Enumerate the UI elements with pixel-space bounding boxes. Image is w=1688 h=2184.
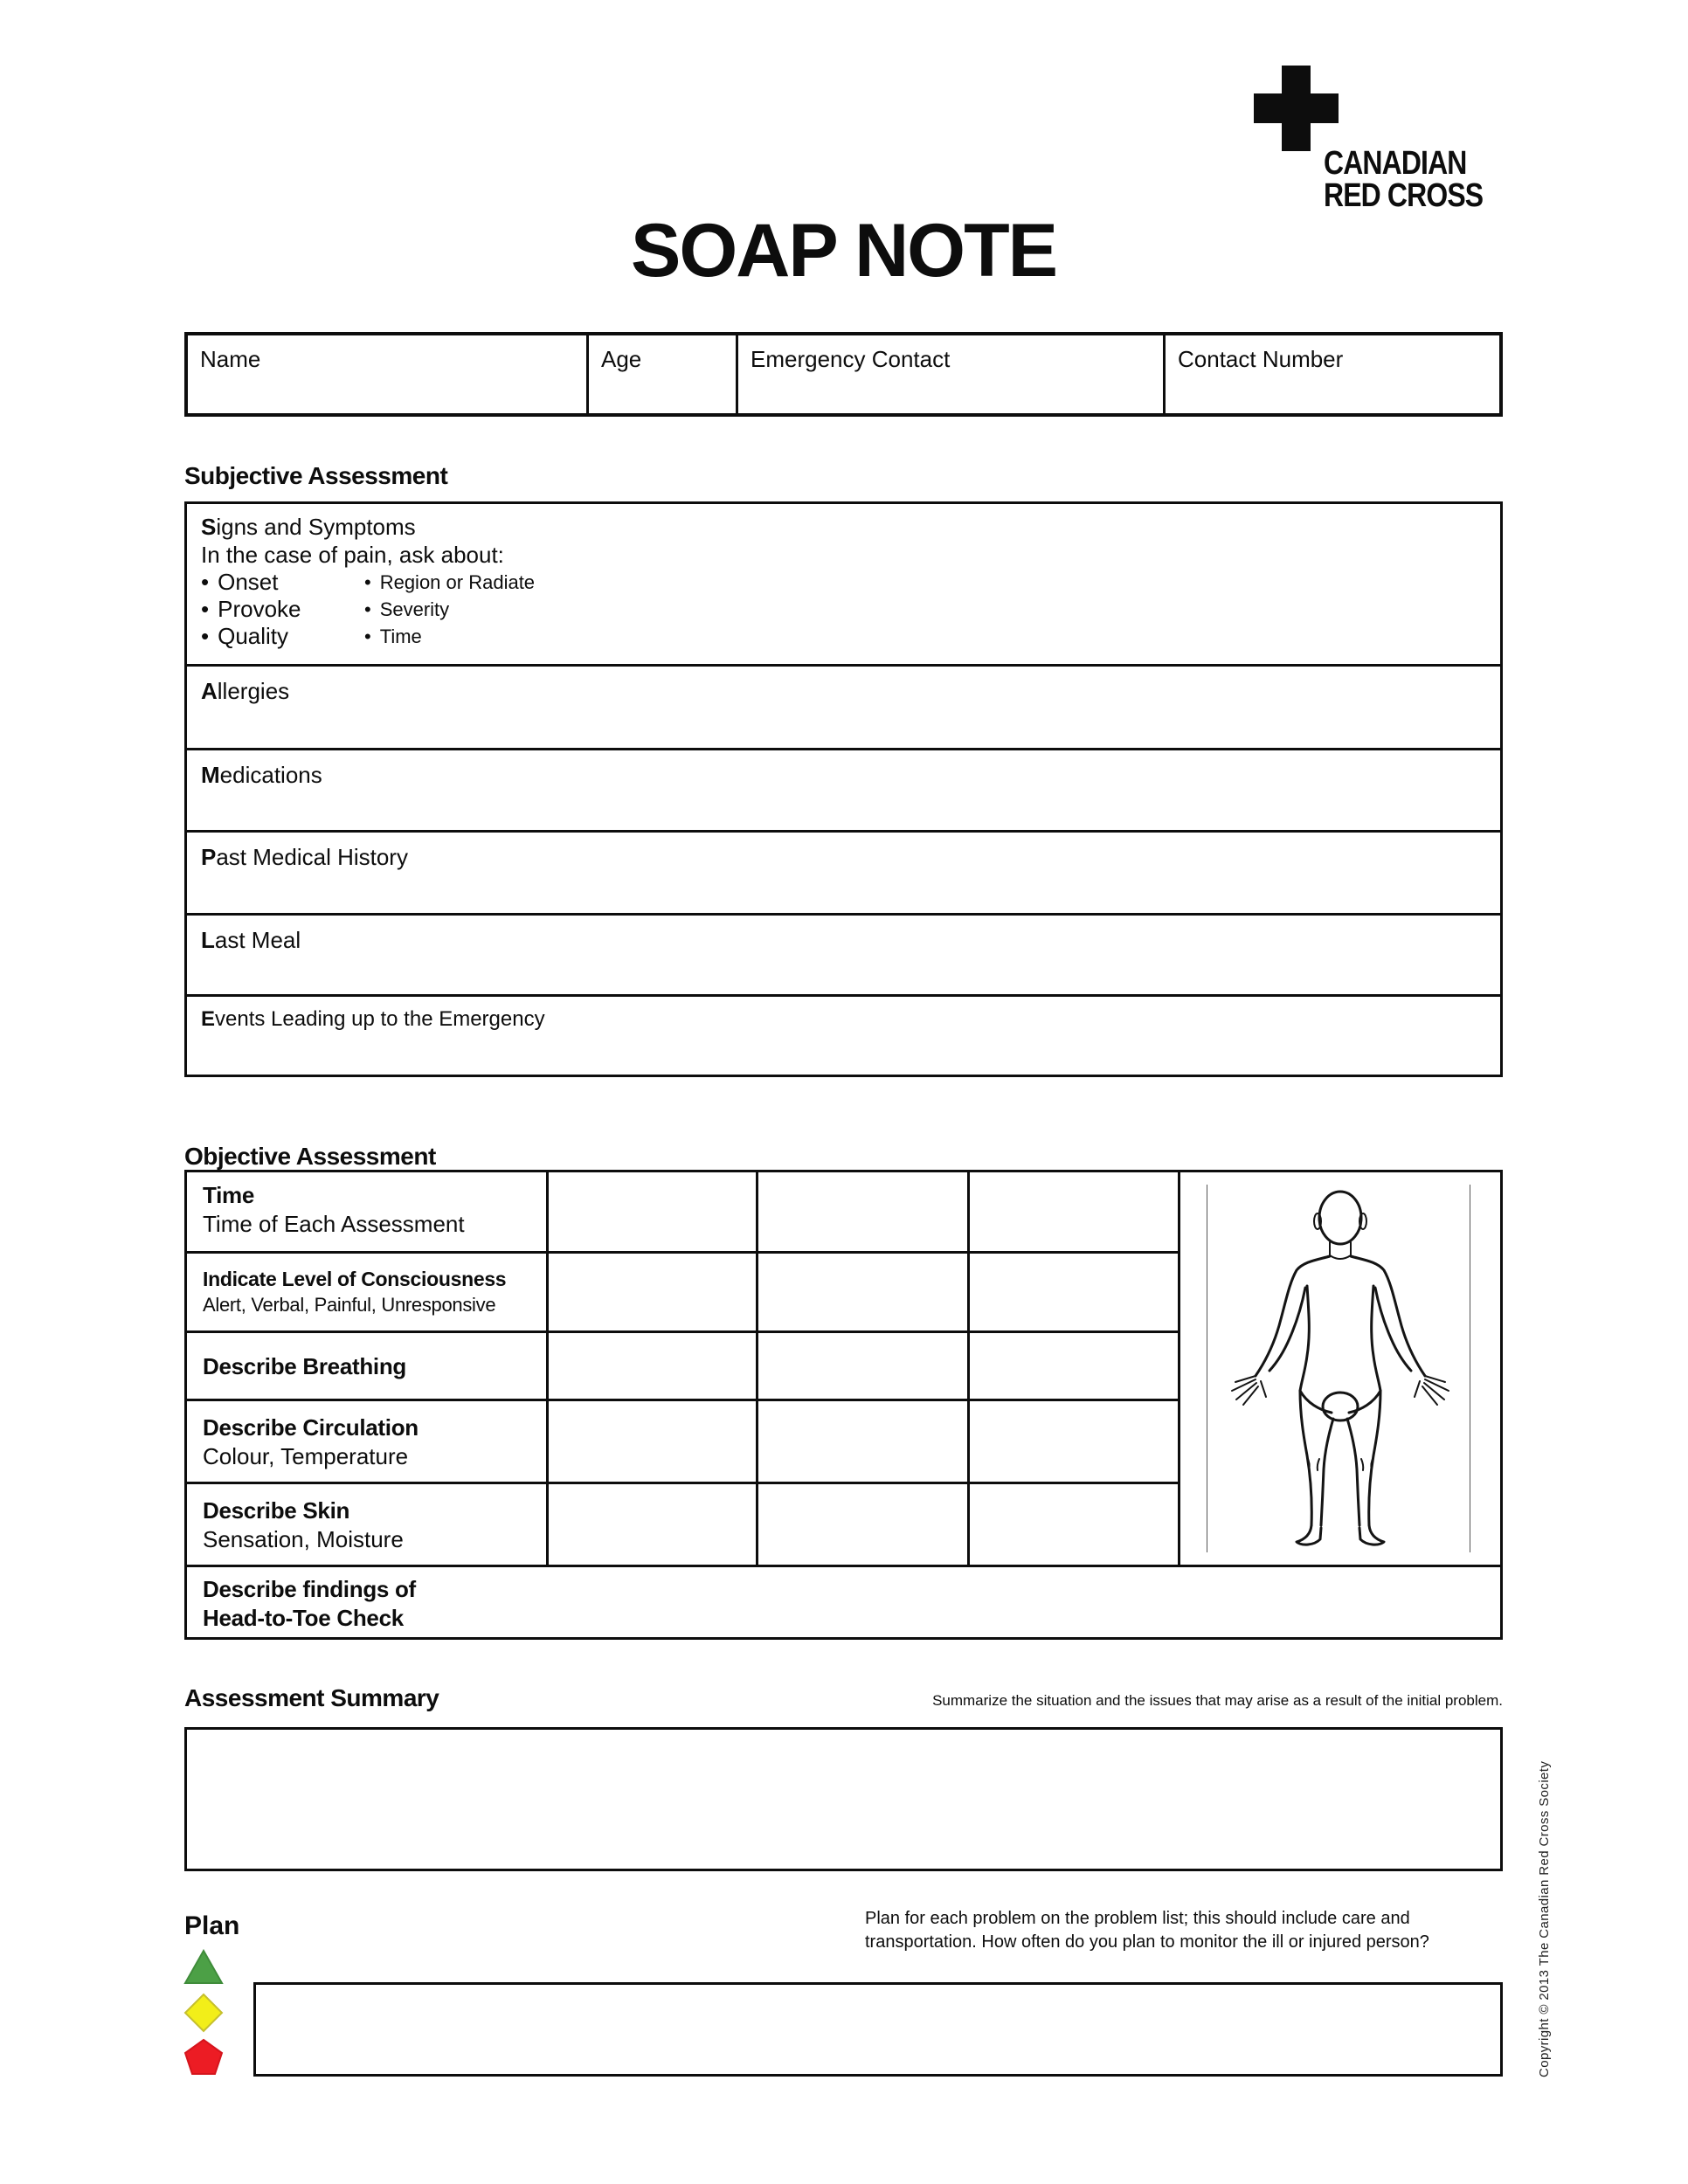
circulation-label-cell: Describe Circulation Colour, Temperature xyxy=(187,1401,549,1484)
head-to-toe-row[interactable] xyxy=(187,1567,1500,1637)
events-row[interactable] xyxy=(187,997,1500,1075)
last-meal-label: Last Meal xyxy=(201,927,301,953)
yellow-diamond-icon xyxy=(185,1994,222,2031)
canadian-red-cross-logo xyxy=(1254,66,1484,214)
allergies-label: Allergies xyxy=(201,678,290,704)
pain-bullet-row: • Onset • Region or Radiate xyxy=(201,569,536,595)
assessment-cell-r2c2[interactable] xyxy=(758,1254,970,1333)
assessment-cell-r2c1[interactable] xyxy=(549,1254,758,1333)
allergies-row[interactable] xyxy=(187,667,1500,750)
contact-number-label: Contact Number xyxy=(1178,346,1344,372)
assessment-cell-r1c1[interactable] xyxy=(549,1172,758,1254)
emergency-contact-label: Emergency Contact xyxy=(751,346,951,372)
summary-heading: Assessment Summary xyxy=(184,1684,439,1711)
breathing-label-cell: Describe Breathing xyxy=(187,1333,549,1401)
summary-instruction: Summarize the situation and the issues that may arise as a result of the initial problem. xyxy=(932,1692,1503,1709)
past-medical-history-label: Past Medical History xyxy=(201,844,408,870)
pain-bullet-row: • Quality • Time xyxy=(201,623,422,649)
assessment-cell-r3c3[interactable] xyxy=(970,1333,1180,1401)
assessment-summary-box[interactable] xyxy=(184,1727,1503,1871)
bullet-severity: Severity xyxy=(379,598,450,620)
page-title: SOAP NOTE xyxy=(631,209,1056,293)
plan-box[interactable] xyxy=(253,1982,1503,2077)
past-medical-history-row[interactable] xyxy=(187,833,1500,916)
assessment-cell-r4c1[interactable] xyxy=(549,1401,758,1484)
consciousness-label-cell: Indicate Level of Consciousness Alert, Verbal, Painful, Unresponsive xyxy=(187,1254,549,1333)
bullet-provoke: Provoke xyxy=(218,596,301,622)
medications-row[interactable] xyxy=(187,750,1500,833)
bullet-onset: Onset xyxy=(218,569,279,595)
signs-symptoms-row[interactable] xyxy=(187,504,1500,667)
summary-header-row xyxy=(184,1684,1503,1712)
red-pentagon-icon xyxy=(185,2040,222,2074)
contact-number-field[interactable] xyxy=(1166,335,1499,413)
objective-heading: Objective Assessment xyxy=(184,1143,436,1170)
assessment-cell-r5c1[interactable] xyxy=(549,1484,758,1567)
head-to-toe-label-line1: Describe findings of xyxy=(203,1576,416,1602)
plan-heading: Plan xyxy=(184,1911,240,1940)
pain-prompt: In the case of pain, ask about: xyxy=(201,542,504,568)
last-meal-row[interactable] xyxy=(187,916,1500,997)
assessment-cell-r5c2[interactable] xyxy=(758,1484,970,1567)
bullet-region: Region or Radiate xyxy=(379,571,536,593)
name-field[interactable] xyxy=(188,335,589,413)
patient-info-table xyxy=(184,332,1503,417)
name-label: Name xyxy=(200,346,261,372)
head-to-toe-label-line2: Head-to-Toe Check xyxy=(203,1605,404,1631)
assessment-cell-r5c3[interactable] xyxy=(970,1484,1180,1567)
human-body-outline-icon xyxy=(1209,1181,1471,1557)
assessment-cell-r4c2[interactable] xyxy=(758,1401,970,1484)
subjective-heading: Subjective Assessment xyxy=(184,462,448,489)
assessment-cell-r4c3[interactable] xyxy=(970,1401,1180,1484)
assessment-cell-r1c3[interactable] xyxy=(970,1172,1180,1254)
hazard-shape-icons xyxy=(183,1949,224,2080)
bullet-time: Time xyxy=(379,625,422,647)
red-cross-plus-icon xyxy=(1254,66,1339,151)
body-diagram[interactable] xyxy=(1180,1172,1500,1567)
plan-instruction xyxy=(865,1907,1503,1954)
subjective-table xyxy=(184,501,1503,1077)
assessment-cell-r3c2[interactable] xyxy=(758,1333,970,1401)
assessment-cell-r3c1[interactable] xyxy=(549,1333,758,1401)
signs-symptoms-label: Signs and Symptoms xyxy=(201,514,416,540)
logo-line-1: CANADIAN xyxy=(1324,145,1467,182)
age-field[interactable] xyxy=(589,335,738,413)
skin-label-cell: Describe Skin Sensation, Moisture xyxy=(187,1484,549,1567)
plan-instruction-line1: Plan for each problem on the problem list; this should include care and xyxy=(865,1909,1410,1928)
medications-label: Medications xyxy=(201,762,322,788)
green-triangle-icon xyxy=(185,1951,222,1983)
bullet-quality: Quality xyxy=(218,623,289,649)
assessment-cell-r1c2[interactable] xyxy=(758,1172,970,1254)
plan-instruction-line2: transportation. How often do you plan to monitor the ill or injured person? xyxy=(865,1932,1429,1952)
pain-bullet-row: • Provoke • Severity xyxy=(201,596,450,622)
time-label-cell: Time Time of Each Assessment xyxy=(187,1172,549,1254)
age-label: Age xyxy=(601,346,642,372)
copyright-text: Copyright © 2013 The Canadian Red Cross Society xyxy=(1537,1760,1552,2077)
emergency-contact-field[interactable] xyxy=(738,335,1166,413)
logo-line-2: RED CROSS xyxy=(1324,177,1484,214)
events-label: Events Leading up to the Emergency xyxy=(201,1007,545,1031)
logo-wordmark xyxy=(1324,145,1484,214)
assessment-cell-r2c3[interactable] xyxy=(970,1254,1180,1333)
objective-table xyxy=(184,1170,1503,1640)
